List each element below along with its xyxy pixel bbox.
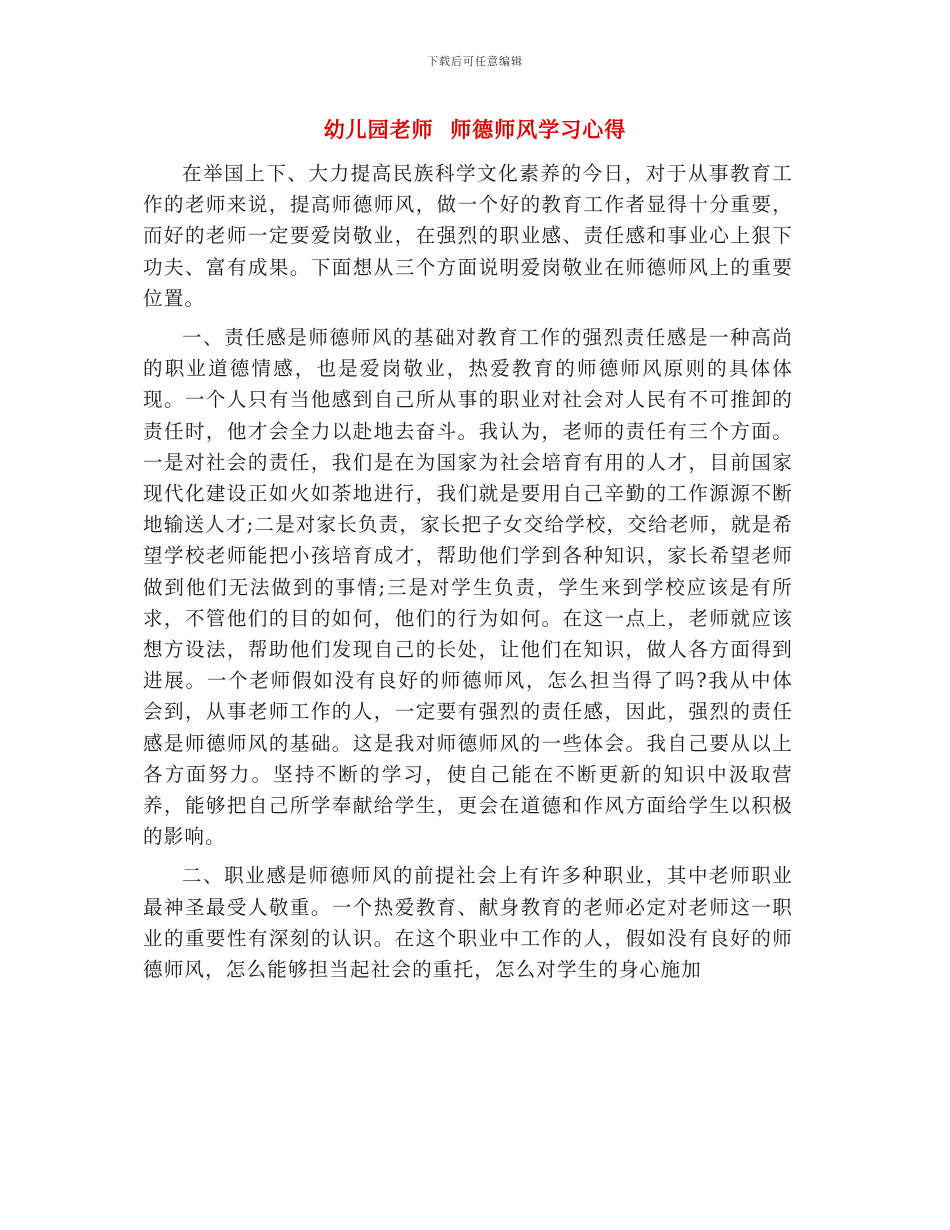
document-body — [143, 158, 793, 993]
paragraph-intro: 在举国上下、大力提高民族科学文化素养的今日，对于从事教育工作的老师来说，提高师德师风，做一个好的教育工作者显得十分重要，而好的老师一定要爱岗敬业，在强烈的职业感、责任感和事业心上狠下功夫、富有成果。下面想从三个方面说明爱岗敬业在师德师风上的重要位置。 — [143, 162, 793, 310]
page-header-note: 下载后可任意编辑 — [427, 55, 523, 68]
paragraph-responsibility: 一、责任感是师德师风的基础对教育工作的强烈责任感是一种高尚的职业道德情感，也是爱岗敬业，热爱教育的师德师风原则的具体体现。一个人只有当他感到自己所从事的职业对社会对人民有不可推卸的责任时，他才会全力以赴地去奋斗。我认为，老师的责任有三个方面。一是对社会的责任，我们是在为国家为社会培育有用的人才，目前国家现代化建设正如火如荼地进行，我们就是要用自己辛勤的工作源源不断地输送人才;二是对家长负责，家长把子女交给学校，交给老师，就是希望学校老师能把小孩培育成才，帮助他们学到各种知识，家长希望老师做到他们无法做到的事情;三是对学生负责，学生来到学校应该是有所求，不管他们的目的如何，他们的行为如何。在这一点上，老师就应该想方设法，帮助他们发现自己的长处，让他们在知识，做人各方面得到进展。一个老师假如没有良好的师德师风，怎么担当得了吗?我从中体会到，从事老师工作的人，一定要有强烈的责任感，因此，强烈的责任感是师德师风的基础。这是我对师德师风的一些体会。我自己要从以上各方面努力。坚持不断的学习，使自己能在不断更新的知识中汲取营养，能够把自己所学奉献给学生，更会在道德和作风方面给学生以积极的影响。 — [143, 326, 793, 849]
document-title: 幼儿园老师 师德师风学习心得 — [323, 118, 627, 142]
paragraph-profession: 二、职业感是师德师风的前提社会上有许多种职业，其中老师职业最神圣最受人敬重。一个热爱教育、献身教育的老师必定对老师这一职业的重要性有深刻的认识。在这个职业中工作的人，假如没有良好的师德师风，怎么能够担当起社会的重托，怎么对学生的身心施加 — [143, 864, 793, 982]
